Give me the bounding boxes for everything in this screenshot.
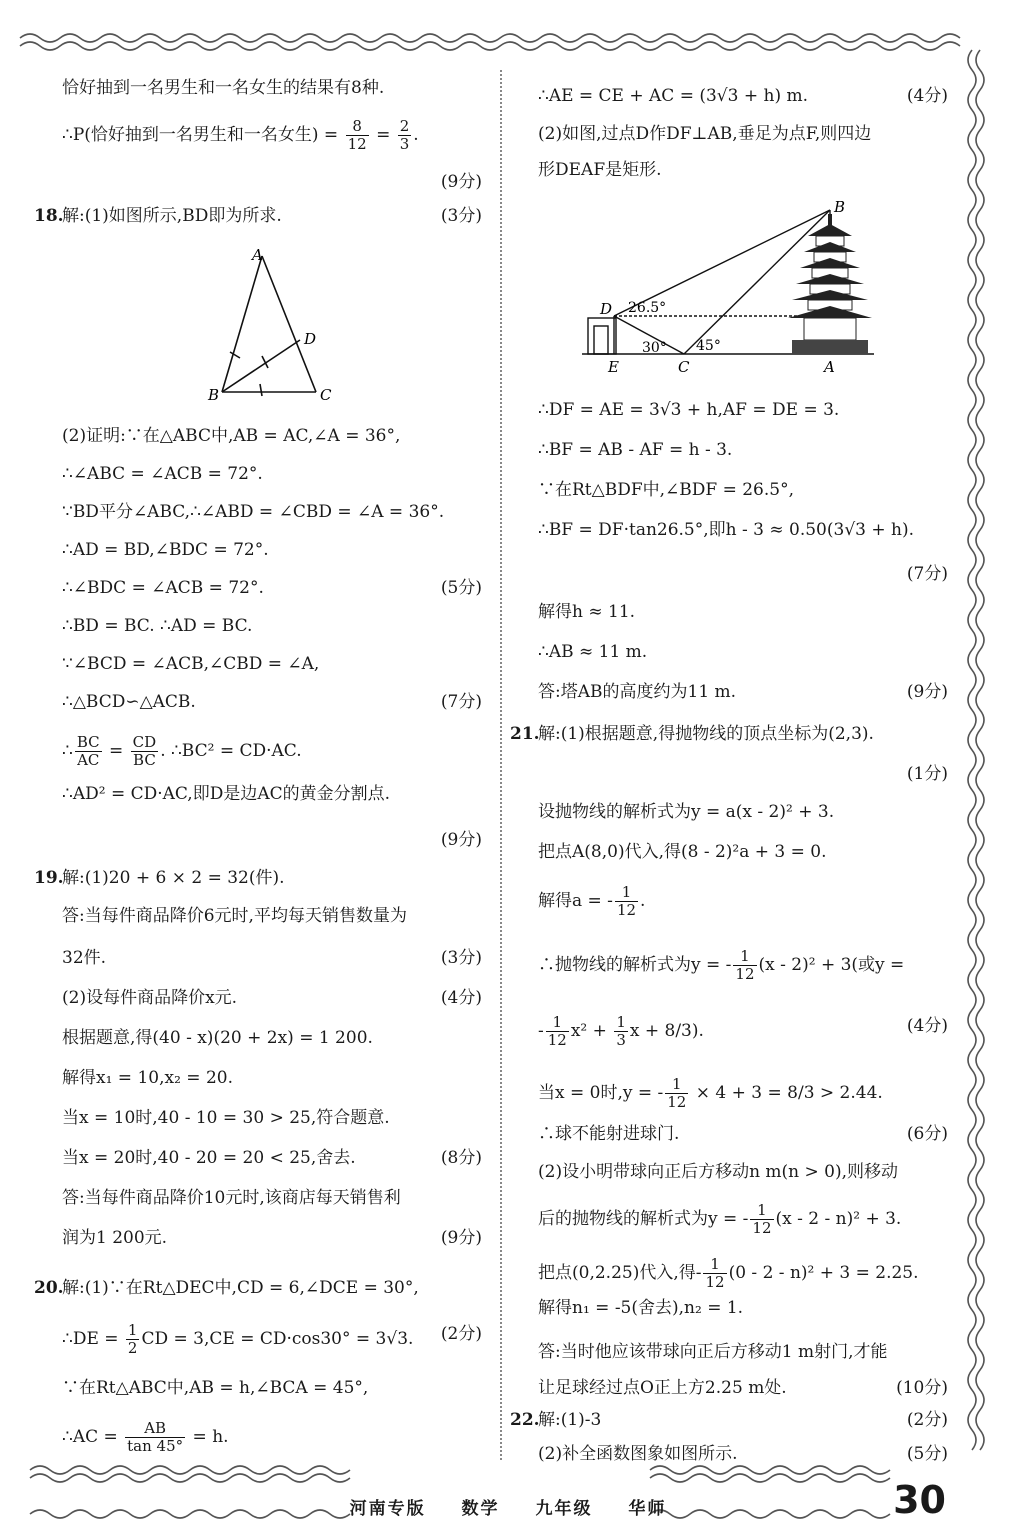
- denominator: 12: [752, 1219, 772, 1237]
- column-divider: [500, 70, 502, 1460]
- line-text: 形DEAF是矩形.: [538, 160, 662, 180]
- line-text: 设抛物线的解析式为y = a(x - 2)² + 3.: [538, 802, 835, 822]
- angle-30: 30°: [642, 340, 667, 356]
- line-text: x + 8/3).: [629, 1021, 704, 1041]
- line-text: 后的抛物线的解析式为y = -: [538, 1209, 749, 1229]
- text-line: [538, 122, 948, 146]
- line-text: 把点(0,2.25)代入,得-: [538, 1263, 702, 1283]
- line-text: ∵∠BCD = ∠ACB,∠CBD = ∠A,: [62, 654, 320, 674]
- label-B: B: [834, 198, 846, 216]
- line-text: 解得x₁ = 10,x₂ = 20.: [62, 1068, 233, 1088]
- line-text: ∴BF = AB - AF = h - 3.: [538, 440, 733, 460]
- text-line: [62, 690, 482, 714]
- line-text: 当x = 0时,y = -: [538, 1083, 664, 1103]
- triangle-figure: [200, 244, 340, 404]
- line-text: 当x = 10时,40 - 10 = 30 > 25,符合题意.: [62, 1108, 390, 1128]
- fraction: [131, 734, 159, 769]
- text-line: [62, 1376, 482, 1400]
- footer-region: 河南专版: [349, 1499, 426, 1519]
- score-label: (9分): [440, 1228, 482, 1248]
- numerator: AB: [125, 1420, 185, 1438]
- text-line: [538, 518, 948, 542]
- denominator: AC: [77, 751, 100, 769]
- footer-grade: 九年级: [535, 1499, 593, 1519]
- text-line: [62, 614, 482, 638]
- numerator: 1: [127, 1321, 138, 1339]
- fraction: [546, 1014, 569, 1049]
- numerator: 1: [616, 1013, 626, 1031]
- denominator: 12: [547, 1031, 567, 1049]
- numerator: 1: [546, 1014, 569, 1032]
- fraction: [126, 1322, 140, 1357]
- text-line: [538, 1014, 948, 1049]
- text-line: [62, 1226, 482, 1250]
- text-line: [538, 600, 948, 624]
- line-text: . ∴BC² = CD·AC.: [160, 741, 302, 761]
- label-D: D: [304, 330, 317, 348]
- line-text: (2)如图,过点D作DF⊥AB,垂足为点F,则四边: [538, 124, 872, 144]
- angle-26-5: 26.5°: [628, 300, 667, 316]
- text-line: [62, 1322, 482, 1357]
- question-number: 20.: [34, 1278, 64, 1298]
- line-text: ∵在Rt△BDF中,∠BDF = 26.5°,: [538, 480, 794, 500]
- text-line: [62, 118, 482, 153]
- fraction: [75, 734, 102, 769]
- fraction: [750, 1202, 773, 1237]
- line-text: 答:塔AB的高度约为11 m.: [538, 682, 737, 702]
- label-A: A: [824, 358, 835, 376]
- numerator: 2: [399, 117, 410, 135]
- score-label: (9分): [906, 682, 948, 702]
- page-footer: [0, 1494, 1016, 1519]
- text-line: [538, 438, 948, 462]
- line-text: 恰好抽到一名男生和一名女生的结果有8种.: [62, 78, 385, 98]
- text-line: [62, 1420, 482, 1455]
- line-text: ∴∠ABC = ∠ACB = 72°.: [62, 464, 263, 484]
- numerator: 1: [733, 948, 756, 966]
- text-line: [538, 1256, 948, 1291]
- line-text: 根据题意,得(40 - x)(20 + 2x) = 1 200.: [62, 1028, 373, 1048]
- text-line: [538, 1122, 948, 1146]
- line-text: ∴AD² = CD·AC,即D是边AC的黄金分割点.: [62, 784, 391, 804]
- line-text: (x - 2)² + 3(或y =: [758, 955, 905, 975]
- numerator: CD: [132, 733, 157, 751]
- line-text: .: [413, 125, 419, 145]
- text-line: [538, 398, 948, 422]
- label-E: E: [608, 358, 619, 376]
- text-line: [510, 1408, 948, 1432]
- line-text: ∴△BCD∽△ACB.: [62, 692, 196, 712]
- denominator: 12: [616, 901, 637, 919]
- line-text: ∴: [62, 741, 73, 761]
- line-text: 答:当每件商品降价10元时,该商店每天销售利: [62, 1188, 401, 1208]
- line-text: 解得h ≈ 11.: [538, 602, 636, 622]
- text-line: [538, 1160, 948, 1184]
- line-text: ∴∠BDC = ∠ACB = 72°.: [62, 578, 264, 598]
- line-text: ∵在Rt△ABC中,AB = h,∠BCA = 45°,: [62, 1378, 369, 1398]
- text-line: [538, 158, 948, 182]
- text-line: [538, 840, 948, 864]
- line-text: = h.: [187, 1427, 229, 1447]
- line-text: 解:(1)如图所示,BD即为所求.: [62, 206, 282, 226]
- score-label: (6分): [906, 1124, 948, 1144]
- line-text: 解:(1)-3: [538, 1410, 602, 1430]
- question-number: 21.: [510, 724, 540, 744]
- score-label: (10分): [896, 1378, 948, 1398]
- text-line: [538, 1442, 948, 1466]
- fraction: [346, 118, 369, 153]
- score-label: (5分): [906, 1444, 948, 1464]
- score-label: (3分): [440, 948, 482, 968]
- line-text: ∴抛物线的解析式为y = -: [538, 955, 732, 975]
- line-text: 解得a = -: [538, 891, 613, 911]
- text-line: [62, 734, 482, 769]
- score-label: (5分): [440, 578, 482, 598]
- text-line: [538, 1340, 948, 1364]
- text-line: [538, 800, 948, 824]
- denominator: 12: [347, 135, 367, 153]
- score-label: (9分): [440, 830, 482, 850]
- text-line: [538, 478, 948, 502]
- label-C: C: [678, 358, 690, 376]
- score-label: (2分): [906, 1410, 948, 1430]
- score-label: (8分): [440, 1148, 482, 1168]
- line-text: ∴球不能射进球门.: [538, 1124, 680, 1144]
- line-text: (0 - 2 - n)² + 3 = 2.25.: [728, 1263, 919, 1283]
- line-text: 润为1 200元.: [62, 1228, 168, 1248]
- tower-figure: [578, 196, 878, 376]
- denominator: 12: [735, 965, 755, 983]
- text-line: [538, 640, 948, 664]
- line-text: 当x = 20时,40 - 20 = 20 < 25,舍去.: [62, 1148, 356, 1168]
- text-line: [62, 538, 482, 562]
- fraction: [615, 884, 638, 919]
- text-line: [62, 1106, 482, 1130]
- numerator: 1: [665, 1076, 688, 1094]
- text-line: [538, 1202, 948, 1237]
- numerator: BC: [76, 733, 100, 751]
- pagoda-icon: [788, 214, 872, 354]
- line-text: 32件.: [62, 948, 107, 968]
- line-text: (2)设每件商品降价x元.: [62, 988, 238, 1008]
- line-text: (2)补全函数图象如图所示.: [538, 1444, 738, 1464]
- line-text: ∵BD平分∠ABC,∴∠ABD = ∠CBD = ∠A = 36°.: [62, 502, 445, 522]
- denominator: 12: [667, 1093, 687, 1111]
- line-text: =: [103, 741, 129, 761]
- line-text: × 4 + 3 = 8/3 > 2.44.: [690, 1083, 883, 1103]
- denominator: 2: [127, 1339, 138, 1357]
- denominator: 3: [616, 1031, 626, 1049]
- text-line: [510, 722, 948, 746]
- score-label: (3分): [440, 206, 482, 226]
- line-text: =: [370, 125, 396, 145]
- text-line: [34, 1276, 482, 1300]
- text-line: [538, 1296, 948, 1320]
- text-line: [538, 884, 948, 919]
- footer-subject: 数学: [461, 1499, 500, 1519]
- text-line: [62, 424, 482, 448]
- denominator: 3: [399, 135, 410, 153]
- line-text: x² +: [570, 1021, 613, 1041]
- text-line: [62, 652, 482, 676]
- text-line: [62, 500, 482, 524]
- numerator: 1: [703, 1256, 726, 1274]
- numerator: 1: [750, 1202, 773, 1220]
- fraction: [733, 948, 756, 983]
- label-B: B: [208, 386, 220, 404]
- line-text: -: [538, 1021, 544, 1041]
- text-line: [62, 462, 482, 486]
- score-label: (4分): [906, 1016, 948, 1036]
- text-line: [62, 1146, 482, 1170]
- score-label: (4分): [440, 988, 482, 1008]
- text-line: [34, 204, 482, 228]
- page-number: 30: [893, 1478, 946, 1522]
- score-label: (7分): [440, 692, 482, 712]
- angle-45: 45°: [696, 338, 721, 354]
- text-line: [538, 1076, 948, 1111]
- fraction: [398, 118, 412, 153]
- score-label: (7分): [906, 564, 948, 584]
- score-label: (2分): [440, 1324, 482, 1344]
- line-text: ∴AB ≈ 11 m.: [538, 642, 648, 662]
- line-text: CD = 3,CE = CD·cos30° = 3√3.: [141, 1329, 414, 1349]
- denominator: 12: [705, 1273, 725, 1291]
- question-number: 22.: [510, 1410, 540, 1430]
- question-number: 19.: [34, 868, 64, 888]
- line-text: ∴AD = BD,∠BDC = 72°.: [62, 540, 269, 560]
- numerator: 1: [615, 884, 638, 902]
- text-line: [62, 1186, 482, 1210]
- line-text: 解:(1)∵在Rt△DEC中,CD = 6,∠DCE = 30°,: [62, 1278, 419, 1298]
- label-C: C: [320, 386, 332, 404]
- text-line: [62, 576, 482, 600]
- label-D: D: [600, 300, 613, 318]
- score-label: (9分): [440, 172, 482, 192]
- text-line: [62, 782, 482, 806]
- line-text: ∴BD = BC. ∴AD = BC.: [62, 616, 253, 636]
- denominator: BC: [133, 751, 156, 769]
- line-text: ∴BF = DF·tan26.5°,即h - 3 ≈ 0.50(3√3 + h).: [538, 520, 915, 540]
- line-text: (x - 2 - n)² + 3.: [775, 1209, 902, 1229]
- text-line: [62, 76, 482, 100]
- score-label: (1分): [906, 764, 948, 784]
- line-text: 答:当每件商品降价6元时,平均每天销售数量为: [62, 906, 407, 926]
- text-line: [538, 948, 948, 983]
- fraction: [125, 1420, 185, 1455]
- line-text: (2)设小明带球向正后方移动n m(n > 0),则移动: [538, 1162, 899, 1182]
- label-A: A: [252, 246, 263, 264]
- score-label: (4分): [906, 86, 948, 106]
- text-line: [62, 904, 482, 928]
- question-number: 18.: [34, 206, 64, 226]
- text-line: [538, 84, 948, 108]
- fraction: [614, 1014, 628, 1049]
- line-text: ∴AC =: [62, 1427, 124, 1447]
- denominator: tan 45°: [127, 1437, 184, 1455]
- fraction: [665, 1076, 688, 1111]
- line-text: ∴DE =: [62, 1329, 124, 1349]
- fraction: [703, 1256, 726, 1291]
- text-line: [62, 1066, 482, 1090]
- text-line: [538, 1376, 948, 1400]
- line-text: 答:当时他应该带球向正后方移动1 m射门,才能: [538, 1342, 888, 1362]
- numerator: 8: [346, 118, 369, 136]
- line-text: .: [640, 891, 646, 911]
- line-text: 解:(1)20 + 6 × 2 = 32(件).: [62, 868, 285, 888]
- line-text: (2)证明:∵在△ABC中,AB = AC,∠A = 36°,: [62, 426, 401, 446]
- text-line: [62, 986, 482, 1010]
- footer-edition: 华师: [628, 1499, 667, 1519]
- line-text: 解得n₁ = -5(舍去),n₂ = 1.: [538, 1298, 744, 1318]
- line-text: ∴P(恰好抽到一名男生和一名女生) =: [62, 125, 344, 145]
- line-text: ∴DF = AE = 3√3 + h,AF = DE = 3.: [538, 400, 840, 420]
- line-text: ∴AE = CE + AC = (3√3 + h) m.: [538, 86, 809, 106]
- line-text: 让足球经过点O正上方2.25 m处.: [538, 1378, 787, 1398]
- text-line: [62, 1026, 482, 1050]
- line-text: 把点A(8,0)代入,得(8 - 2)²a + 3 = 0.: [538, 842, 827, 862]
- line-text: 解:(1)根据题意,得抛物线的顶点坐标为(2,3).: [538, 724, 874, 744]
- text-line: [538, 680, 948, 704]
- text-line: [62, 946, 482, 970]
- text-line: [34, 866, 482, 890]
